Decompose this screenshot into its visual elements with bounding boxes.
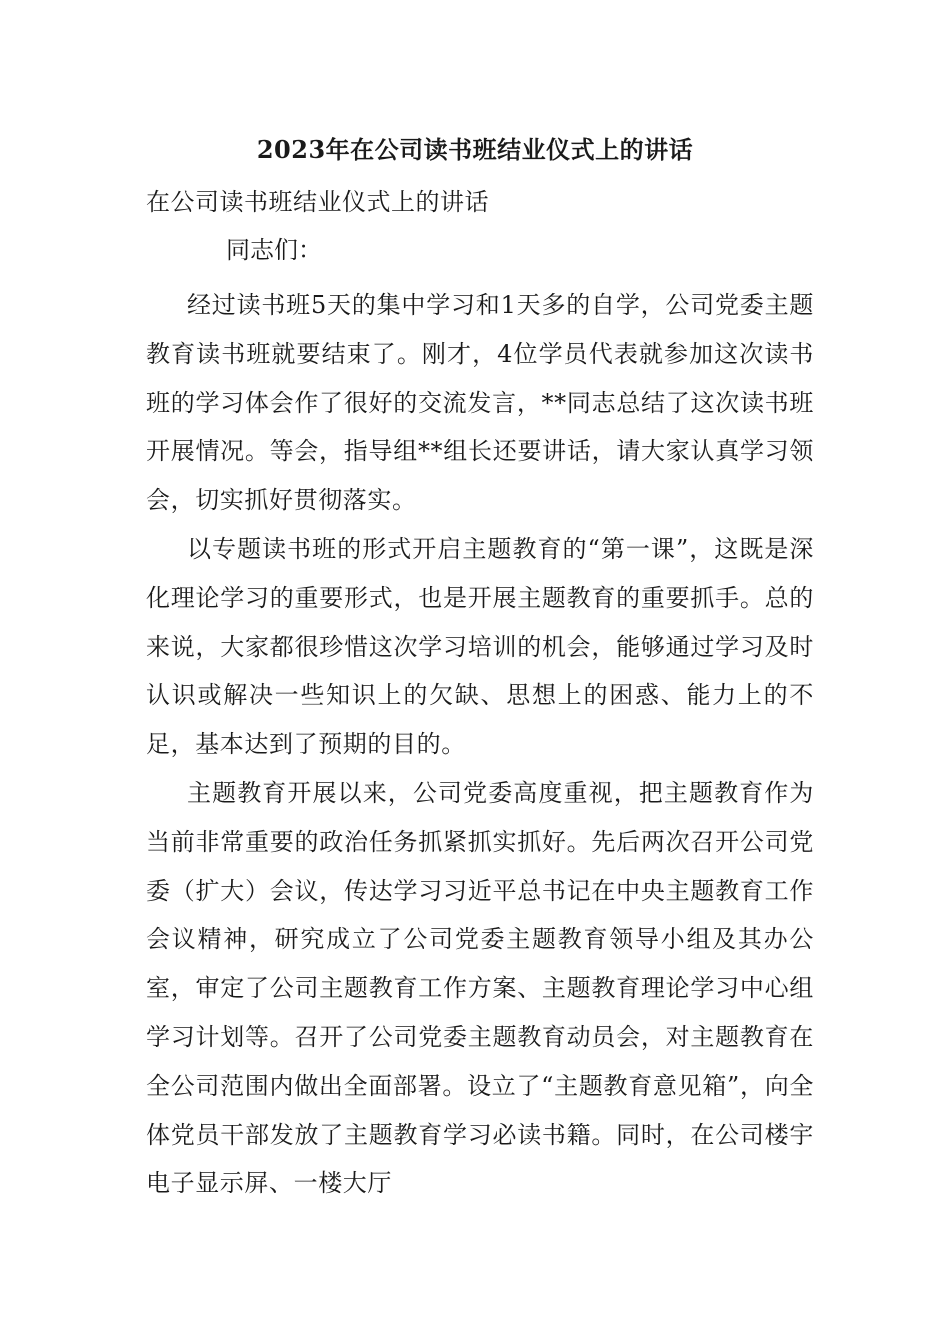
paragraph-3: 主题教育开展以来，公司党委高度重视，把主题教育作为当前非常重要的政治任务抓紧抓实抓好。先后两次召开公司党委（扩大）会议，传达学习习近平总书记在中央主题教育工作会议精神，研究成立了公司党委主题教育领导小组及其办公室，审定了公司主题教育工作方案、主题教育理论学习中心组学习计划等。召开了公司党委主题教育动员会，对主题教育在全公司范围内做出全面部署。设立了“主题教育意见箱”，向全体党员干部发放了主题教育学习必读书籍。同时，在公司楼宇电子显示屏、一楼大厅 [146,778,814,1198]
body-text [146,281,814,1208]
paragraph-2: 以专题读书班的形式开启主题教育的“第一课”，这既是深化理论学习的重要形式，也是开展主题教育的重要抓手。总的来说，大家都很珍惜这次学习培训的机会，能够通过学习及时认识或解决一些知识上的欠缺、思想上的困惑、能力上的不足，基本达到了预期的目的。 [146,534,814,759]
paragraph-1: 经过读书班5天的集中学习和1天多的自学，公司党委主题教育读书班就要结束了。刚才，4位学员代表就参加这次读书班的学习体会作了很好的交流发言，**同志总结了这次读书班开展情况。等会，指导组**组长还要讲话，请大家认真学习领会，切实抓好贯彻落实。 [146,291,814,515]
salutation: 同志们： [226,236,322,264]
document-title: 2023年在公司读书班结业仪式上的讲话 [256,135,694,164]
document-subtitle: 在公司读书班结业仪式上的讲话 [146,188,489,216]
